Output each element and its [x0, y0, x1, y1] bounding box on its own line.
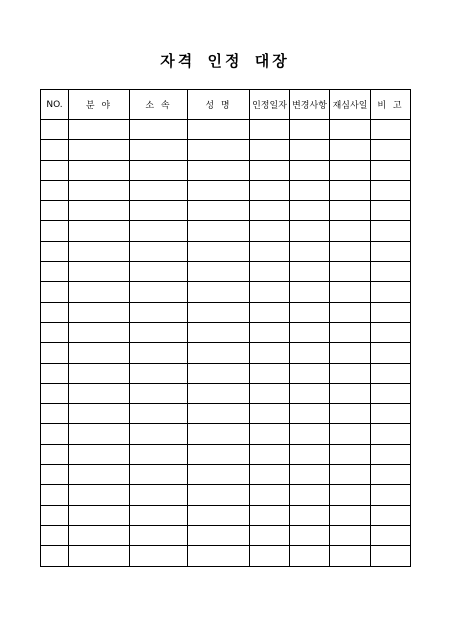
- table-cell[interactable]: [69, 444, 130, 464]
- table-row: [41, 140, 411, 160]
- table-cell[interactable]: [250, 282, 290, 302]
- table-row: [41, 404, 411, 424]
- table-cell[interactable]: [41, 444, 69, 464]
- table-cell[interactable]: [41, 241, 69, 261]
- table-cell[interactable]: [330, 140, 371, 160]
- table-cell[interactable]: [371, 140, 411, 160]
- table-body: [41, 120, 411, 567]
- table-cell[interactable]: [250, 241, 290, 261]
- table-cell[interactable]: [188, 201, 250, 221]
- table-cell[interactable]: [371, 404, 411, 424]
- table-cell[interactable]: [330, 485, 371, 505]
- table-cell[interactable]: [290, 343, 330, 363]
- table-cell[interactable]: [69, 322, 130, 342]
- table-cell[interactable]: [290, 363, 330, 383]
- table-cell[interactable]: [130, 120, 188, 140]
- table-cell[interactable]: [290, 322, 330, 342]
- table-cell[interactable]: [41, 302, 69, 322]
- table-cell[interactable]: [41, 485, 69, 505]
- table-cell[interactable]: [290, 465, 330, 485]
- table-cell[interactable]: [371, 343, 411, 363]
- table-cell[interactable]: [69, 485, 130, 505]
- table-cell[interactable]: [130, 262, 188, 282]
- table-cell[interactable]: [290, 302, 330, 322]
- table-row: [41, 180, 411, 200]
- table-cell[interactable]: [250, 383, 290, 403]
- table-cell[interactable]: [41, 383, 69, 403]
- table-cell[interactable]: [330, 383, 371, 403]
- table-cell[interactable]: [330, 465, 371, 485]
- table-row: [41, 343, 411, 363]
- table-cell[interactable]: [130, 221, 188, 241]
- table-cell[interactable]: [188, 262, 250, 282]
- table-cell[interactable]: [41, 363, 69, 383]
- table-cell[interactable]: [330, 221, 371, 241]
- table-cell[interactable]: [41, 465, 69, 485]
- table-cell[interactable]: [250, 465, 290, 485]
- table-cell[interactable]: [250, 140, 290, 160]
- table-cell[interactable]: [69, 180, 130, 200]
- table-cell[interactable]: [188, 180, 250, 200]
- table-cell[interactable]: [188, 404, 250, 424]
- header-name: 성 명: [188, 90, 250, 120]
- table-cell[interactable]: [130, 485, 188, 505]
- table-cell[interactable]: [330, 404, 371, 424]
- qualification-ledger-table: [40, 89, 411, 567]
- table-cell[interactable]: [371, 201, 411, 221]
- table-cell[interactable]: [69, 262, 130, 282]
- table-header-row: [41, 90, 411, 120]
- table-row: [41, 465, 411, 485]
- table-cell[interactable]: [188, 465, 250, 485]
- table-cell[interactable]: [69, 505, 130, 525]
- table-cell[interactable]: [130, 180, 188, 200]
- table-cell[interactable]: [330, 322, 371, 342]
- table-cell[interactable]: [250, 180, 290, 200]
- table-row: [41, 322, 411, 342]
- table-cell[interactable]: [188, 424, 250, 444]
- table-cell[interactable]: [130, 322, 188, 342]
- table-cell[interactable]: [188, 343, 250, 363]
- table-cell[interactable]: [330, 444, 371, 464]
- table-cell[interactable]: [41, 343, 69, 363]
- table-cell[interactable]: [188, 444, 250, 464]
- table-cell[interactable]: [188, 282, 250, 302]
- table-cell[interactable]: [41, 546, 69, 566]
- table-cell[interactable]: [130, 525, 188, 545]
- header-reexamination-date: 재심사일: [330, 90, 371, 120]
- table-cell[interactable]: [41, 404, 69, 424]
- table-cell[interactable]: [371, 546, 411, 566]
- table-cell[interactable]: [250, 505, 290, 525]
- table-row: [41, 262, 411, 282]
- table-cell[interactable]: [41, 120, 69, 140]
- table-cell[interactable]: [330, 180, 371, 200]
- table-cell[interactable]: [330, 201, 371, 221]
- table-cell[interactable]: [250, 424, 290, 444]
- table-cell[interactable]: [41, 201, 69, 221]
- table-cell[interactable]: [188, 505, 250, 525]
- table-cell[interactable]: [130, 160, 188, 180]
- table-cell[interactable]: [69, 525, 130, 545]
- table-cell[interactable]: [41, 525, 69, 545]
- table-cell[interactable]: [41, 424, 69, 444]
- table-cell[interactable]: [330, 424, 371, 444]
- table-cell[interactable]: [69, 546, 130, 566]
- table-cell[interactable]: [188, 140, 250, 160]
- table-cell[interactable]: [130, 424, 188, 444]
- table-cell[interactable]: [290, 404, 330, 424]
- table-row: [41, 201, 411, 221]
- table-cell[interactable]: [371, 180, 411, 200]
- table-cell[interactable]: [130, 302, 188, 322]
- table-cell[interactable]: [69, 160, 130, 180]
- table-cell[interactable]: [188, 221, 250, 241]
- table-cell[interactable]: [290, 160, 330, 180]
- table-row: [41, 221, 411, 241]
- table-row: [41, 546, 411, 566]
- table-row: [41, 525, 411, 545]
- header-field: 분 야: [69, 90, 130, 120]
- table-row: [41, 241, 411, 261]
- table-cell[interactable]: [69, 120, 130, 140]
- table-cell[interactable]: [290, 262, 330, 282]
- table-cell[interactable]: [69, 465, 130, 485]
- table-cell[interactable]: [69, 140, 130, 160]
- table-cell[interactable]: [69, 221, 130, 241]
- table-cell[interactable]: [250, 343, 290, 363]
- table-cell[interactable]: [250, 221, 290, 241]
- table-cell[interactable]: [188, 322, 250, 342]
- table-cell[interactable]: [290, 485, 330, 505]
- table-cell[interactable]: [188, 383, 250, 403]
- table-cell[interactable]: [69, 363, 130, 383]
- table-cell[interactable]: [330, 262, 371, 282]
- table-cell[interactable]: [290, 383, 330, 403]
- table-cell[interactable]: [188, 241, 250, 261]
- table-cell[interactable]: [41, 160, 69, 180]
- table-cell[interactable]: [371, 160, 411, 180]
- table-cell[interactable]: [330, 241, 371, 261]
- table-cell[interactable]: [250, 444, 290, 464]
- table-cell[interactable]: [330, 120, 371, 140]
- table-cell[interactable]: [130, 505, 188, 525]
- table-cell[interactable]: [290, 505, 330, 525]
- table-cell[interactable]: [250, 322, 290, 342]
- table-cell[interactable]: [188, 363, 250, 383]
- table-cell[interactable]: [250, 120, 290, 140]
- table-cell[interactable]: [290, 180, 330, 200]
- table-row: [41, 160, 411, 180]
- table-cell[interactable]: [371, 302, 411, 322]
- header-affiliation: 소 속: [130, 90, 188, 120]
- table-cell[interactable]: [188, 120, 250, 140]
- table-cell[interactable]: [188, 302, 250, 322]
- table-cell[interactable]: [188, 525, 250, 545]
- table-cell[interactable]: [371, 383, 411, 403]
- table-cell[interactable]: [371, 262, 411, 282]
- table-cell[interactable]: [290, 546, 330, 566]
- table-cell[interactable]: [290, 424, 330, 444]
- table-cell[interactable]: [290, 241, 330, 261]
- table-cell[interactable]: [371, 444, 411, 464]
- table-cell[interactable]: [330, 505, 371, 525]
- table-cell[interactable]: [69, 404, 130, 424]
- table-row: [41, 282, 411, 302]
- table-cell[interactable]: [290, 120, 330, 140]
- table-row: [41, 505, 411, 525]
- table-row: [41, 120, 411, 140]
- table-cell[interactable]: [188, 546, 250, 566]
- table-cell[interactable]: [330, 160, 371, 180]
- table-cell[interactable]: [69, 302, 130, 322]
- table-cell[interactable]: [330, 525, 371, 545]
- table-cell[interactable]: [69, 282, 130, 302]
- table-cell[interactable]: [371, 282, 411, 302]
- table-cell[interactable]: [290, 201, 330, 221]
- table-cell[interactable]: [130, 201, 188, 221]
- table-cell[interactable]: [371, 322, 411, 342]
- table-cell[interactable]: [130, 546, 188, 566]
- table-cell[interactable]: [250, 160, 290, 180]
- table-cell[interactable]: [371, 241, 411, 261]
- table-row: [41, 363, 411, 383]
- table-cell[interactable]: [290, 525, 330, 545]
- table-cell[interactable]: [41, 140, 69, 160]
- table-cell[interactable]: [69, 201, 130, 221]
- table-cell[interactable]: [330, 282, 371, 302]
- table-cell[interactable]: [188, 485, 250, 505]
- table-cell[interactable]: [330, 363, 371, 383]
- table-cell[interactable]: [330, 546, 371, 566]
- table-cell[interactable]: [290, 221, 330, 241]
- table-cell[interactable]: [41, 282, 69, 302]
- table-cell[interactable]: [130, 343, 188, 363]
- table-cell[interactable]: [69, 343, 130, 363]
- table-row: [41, 302, 411, 322]
- table-cell[interactable]: [69, 424, 130, 444]
- table-row: [41, 383, 411, 403]
- table-cell[interactable]: [371, 221, 411, 241]
- table-cell[interactable]: [41, 221, 69, 241]
- table-row: [41, 424, 411, 444]
- header-certification-date: 인정일자: [250, 90, 290, 120]
- table-cell[interactable]: [41, 322, 69, 342]
- table-cell[interactable]: [130, 444, 188, 464]
- table-cell[interactable]: [330, 302, 371, 322]
- table-cell[interactable]: [371, 525, 411, 545]
- table-cell[interactable]: [371, 485, 411, 505]
- table-cell[interactable]: [250, 302, 290, 322]
- document-title: 자격 인정 대장: [160, 52, 290, 70]
- table-cell[interactable]: [130, 383, 188, 403]
- header-changes: 변경사항: [290, 90, 330, 120]
- table-cell[interactable]: [290, 444, 330, 464]
- table-cell[interactable]: [41, 262, 69, 282]
- table-cell[interactable]: [290, 140, 330, 160]
- table-cell[interactable]: [188, 160, 250, 180]
- table-row: [41, 444, 411, 464]
- table-cell[interactable]: [69, 241, 130, 261]
- table-cell[interactable]: [250, 546, 290, 566]
- table-cell[interactable]: [250, 404, 290, 424]
- table-cell[interactable]: [250, 485, 290, 505]
- table-row: [41, 485, 411, 505]
- table-cell[interactable]: [41, 180, 69, 200]
- table-cell[interactable]: [250, 363, 290, 383]
- table-cell[interactable]: [130, 363, 188, 383]
- table-cell[interactable]: [130, 241, 188, 261]
- table-cell[interactable]: [69, 383, 130, 403]
- header-remarks: 비 고: [371, 90, 411, 120]
- table-cell[interactable]: [371, 120, 411, 140]
- table-cell[interactable]: [371, 424, 411, 444]
- table-cell[interactable]: [330, 343, 371, 363]
- table-cell[interactable]: [130, 282, 188, 302]
- table-cell[interactable]: [130, 465, 188, 485]
- table-cell[interactable]: [130, 404, 188, 424]
- table-cell[interactable]: [250, 262, 290, 282]
- table-cell[interactable]: [371, 465, 411, 485]
- table-cell[interactable]: [250, 525, 290, 545]
- table-cell[interactable]: [41, 505, 69, 525]
- table-cell[interactable]: [290, 282, 330, 302]
- table-cell[interactable]: [250, 201, 290, 221]
- table-cell[interactable]: [371, 363, 411, 383]
- table-cell[interactable]: [371, 505, 411, 525]
- header-no: NO.: [41, 90, 69, 120]
- table-cell[interactable]: [130, 140, 188, 160]
